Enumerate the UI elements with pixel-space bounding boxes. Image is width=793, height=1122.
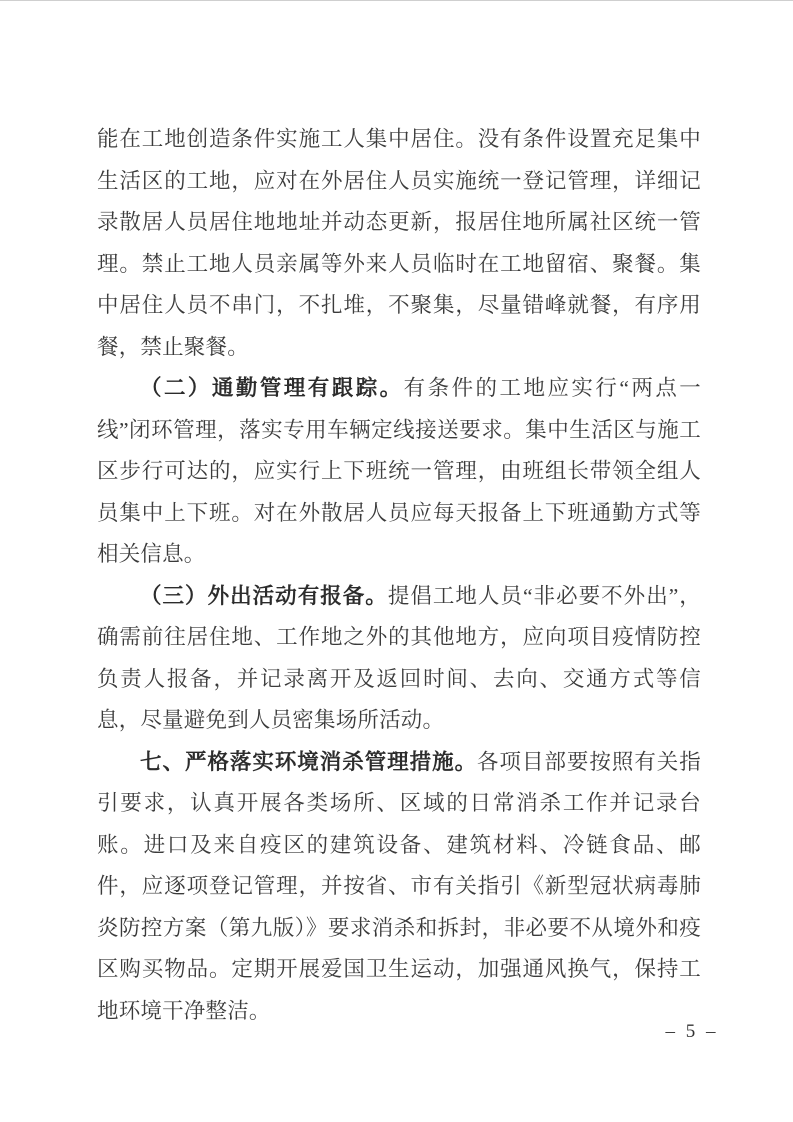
document-body xyxy=(97,119,701,1032)
scan-edge-line xyxy=(0,0,793,1)
paragraph-heading: 七、严格落实环境消杀管理措施。 xyxy=(140,749,478,774)
paragraph-heading: （二）通勤管理有跟踪。 xyxy=(140,376,404,400)
page-number: – 5 – xyxy=(665,1021,719,1042)
paragraph-heading: （三）外出活动有报备。 xyxy=(140,583,388,608)
paragraph-continuation xyxy=(97,119,701,368)
paragraph-item-3 xyxy=(97,576,701,742)
paragraph-text: 能在工地创造条件实施工人集中居住。没有条件设置充足集中生活区的工地，应对在外居住人员实施统一登记管理，详细记录散居人员居住地地址并动态更新，报居住地所属社区统一管理。禁止工地人员亲属等外来人员临时在工地留宿、聚餐。集中居住人员不串门，不扎堆，不聚集，尽量错峰就餐，有序用餐，禁止聚餐。 xyxy=(97,127,701,359)
paragraph-text: 有条件的工地应实行“两点一线”闭环管理，落实专用车辆定线接送要求。集中生活区与施工区步行可达的，应实行上下班统一管理，由班组长带领全组人员集中上下班。对在外散居人员应每天报备上下班通勤方式等相关信息。 xyxy=(97,376,701,566)
paragraph-text: 各项目部要按照有关指引要求，认真开展各类场所、区域的日常消杀工作并记录台账。进口及来自疫区的建筑设备、建筑材料、冷链食品、邮件，应逐项登记管理，并按省、市有关指引《新型冠状病毒肺炎防控方案（第九版）》要求消杀和拆封，非必要不从境外和疫区购买物品。定期开展爱国卫生运动，加强通风换气，保持工地环境干净整洁。 xyxy=(97,749,701,1023)
paragraph-section-7 xyxy=(97,742,701,1033)
paragraph-item-2 xyxy=(97,368,701,576)
paragraph-text: 提倡工地人员“非必要不外出”，确需前往居住地、工作地之外的其他地方，应向项目疫情防控负责人报备，并记录离开及返回时间、去向、交通方式等信息，尽量避免到人员密集场所活动。 xyxy=(97,583,701,732)
